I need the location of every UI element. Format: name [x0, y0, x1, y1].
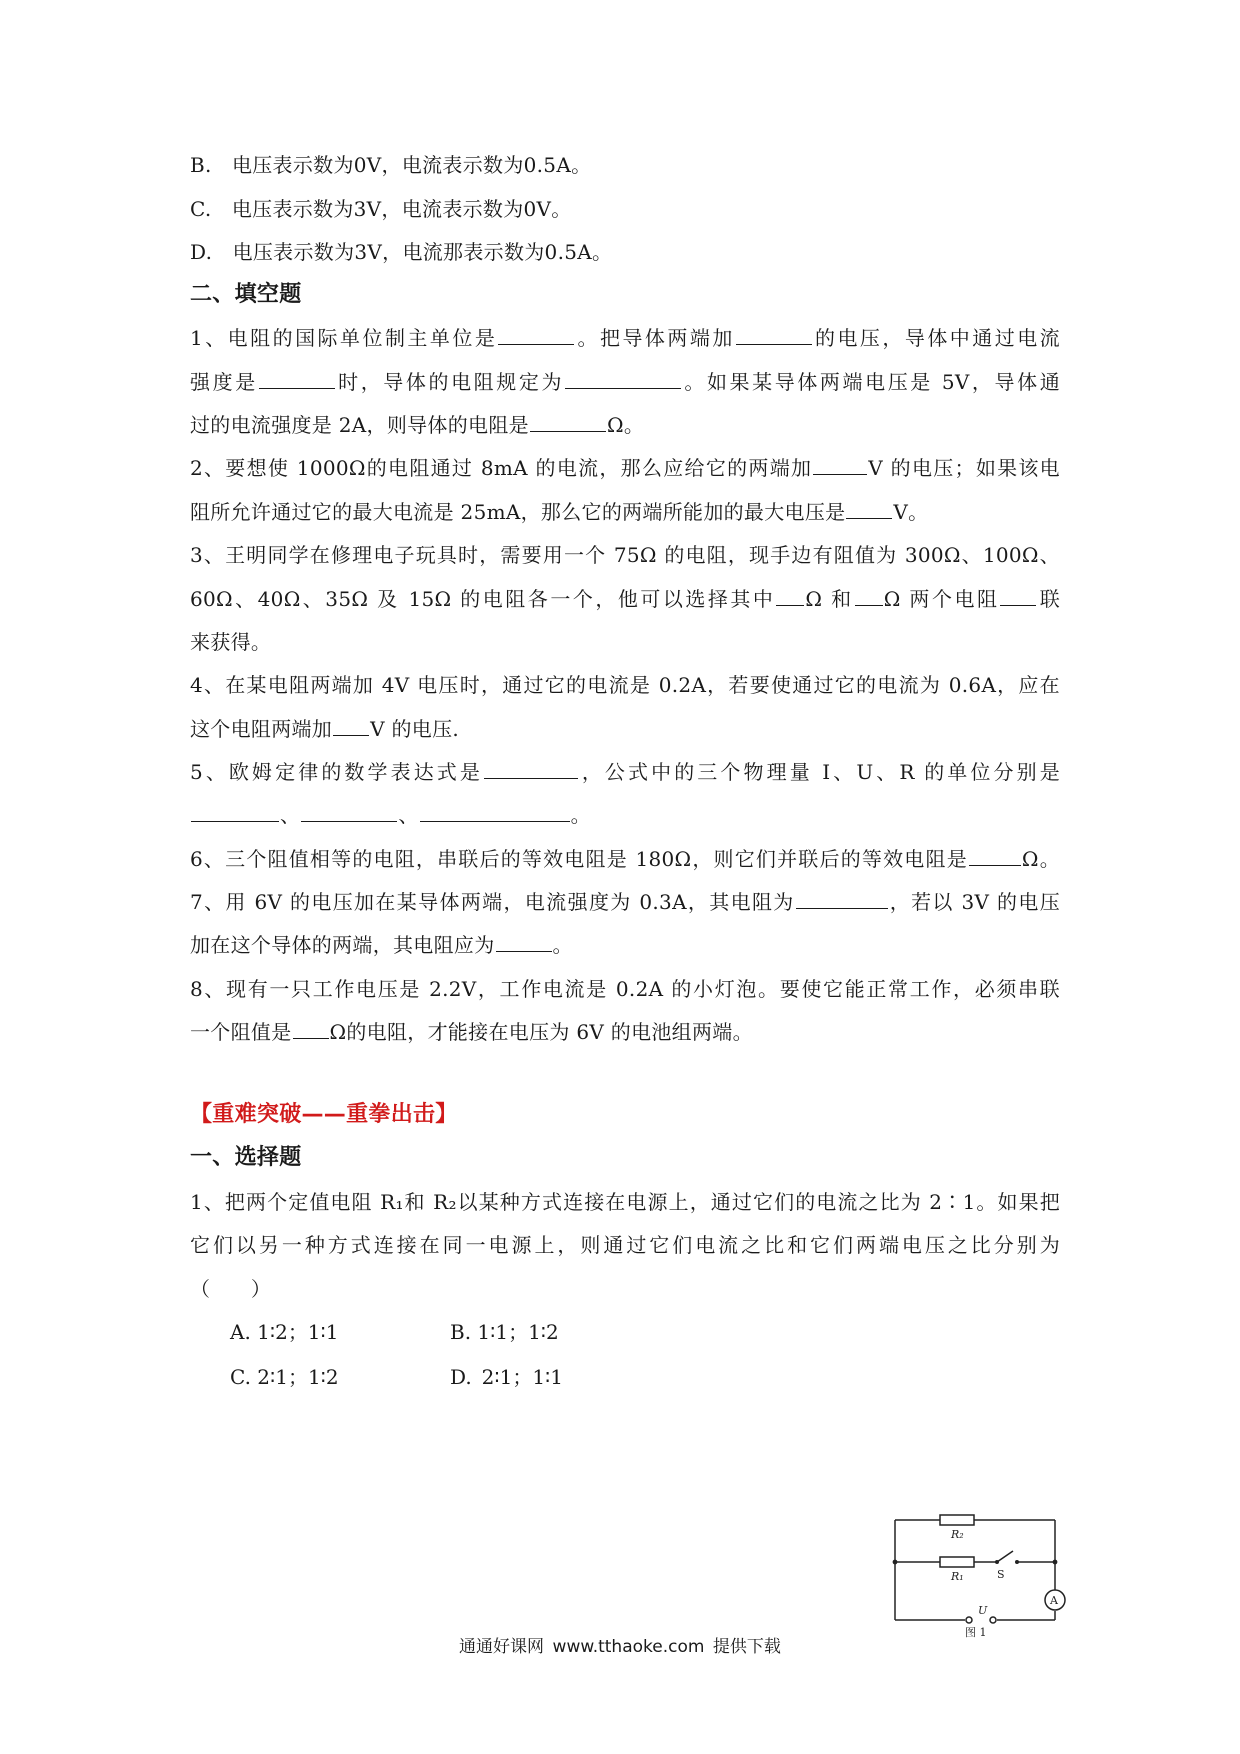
q4-blank-1[interactable] [333, 715, 369, 736]
q1-blank-4[interactable] [565, 368, 681, 389]
q1-blank-5[interactable] [530, 411, 606, 432]
q8-line1: 8、现有一只工作电压是 2.2V，工作电流是 0.2A 的小灯泡。要使它能正常工作，必须串联 [190, 977, 1060, 1001]
label-r2: R₂ [951, 1528, 964, 1541]
q6-blank-1[interactable] [969, 845, 1021, 866]
section-hard-heading: 【重难突破——重拳出击】 [190, 1102, 458, 1127]
q3-blank-2[interactable] [855, 585, 883, 606]
q8-line2: 一个阻值是 Ω的电阻，才能接在电压为 6V 的电池组两端。 [190, 1020, 753, 1044]
q5-blank-3[interactable] [301, 801, 397, 822]
q2-line1: 2、要想使 1000Ω的电阻通过 8mA 的电流，那么应给它的两端加 V 的电压；如果该电 [190, 456, 1060, 480]
c1-bracket: （ ） [190, 1277, 272, 1301]
q4-line1: 4、在某电阻两端加 4V 电压时，通过它的电流是 0.2A，若要使通过它的电流为 0.6A，应在 [190, 673, 1060, 697]
q3-blank-3[interactable] [1000, 585, 1036, 606]
option-c-top: C. 电压表示数为3V，电流表示数为0V。 [190, 197, 572, 221]
switch-s [997, 1551, 1013, 1562]
q1-blank-2[interactable] [736, 324, 812, 345]
q5-blank-1[interactable] [484, 758, 578, 779]
q4-line2: 这个电阻两端加 V 的电压. [190, 717, 460, 741]
label-switch: S [997, 1568, 1005, 1581]
c1-option-b[interactable]: B. 1∶1；1∶2 [450, 1320, 559, 1344]
label-r1: R₁ [951, 1570, 964, 1583]
q7-blank-2[interactable] [496, 931, 552, 952]
q3-line1: 3、王明同学在修理电子玩具时，需要用一个 75Ω 的电阻，现手边有阻值为 300Ω、100Ω、 [190, 543, 1060, 567]
c1-option-d[interactable]: D. 2∶1；1∶1 [450, 1365, 563, 1389]
c1-line2: 它们以另一种方式连接在同一电源上，则通过它们电流之比和它们两端电压之比分别为 [190, 1233, 1060, 1257]
resistor-r2 [940, 1515, 974, 1525]
q7-line2: 加在这个导体的两端，其电阻应为 。 [190, 933, 573, 957]
q2-blank-2[interactable] [846, 498, 892, 519]
q3-blank-1[interactable] [776, 585, 804, 606]
q5-line2: 、 、 。 [190, 800, 591, 830]
q1-blank-1[interactable] [498, 324, 574, 345]
q3-line3: 来获得。 [190, 630, 272, 654]
figure-caption: 图 1 [965, 1626, 987, 1638]
q1-blank-3[interactable] [259, 368, 335, 389]
q1-line2: 强度是 时，导体的电阻规定为 。如果某导体两端电压是 5V，导体通 [190, 370, 1060, 394]
label-ammeter: A [1050, 1594, 1058, 1607]
q5-blank-2[interactable] [191, 801, 279, 822]
q1-line1: 1、电阻的国际单位制主单位是 。把导体两端加 的电压，导体中通过电流 [190, 326, 1060, 350]
q5-blank-4[interactable] [420, 801, 570, 822]
c1-option-a[interactable]: A. 1∶2；1∶1 [230, 1320, 339, 1344]
option-d-top: D. 电压表示数为3V，电流那表示数为0.5A。 [190, 240, 613, 264]
q3-line2: 60Ω、40Ω、35Ω 及 15Ω 的电阻各一个，他可以选择其中 Ω 和 Ω 两个电阻 联 [190, 587, 1060, 611]
c1-option-c[interactable]: C. 2∶1；1∶2 [230, 1365, 339, 1389]
q6-line1: 6、三个阻值相等的电阻，串联后的等效电阻是 180Ω，则它们并联后的等效电阻是 Ω。 [190, 847, 1060, 871]
q2-blank-1[interactable] [813, 454, 867, 475]
q2-line2: 阻所允许通过它的最大电流是 25mA，那么它的两端所能加的最大电压是 V。 [190, 500, 929, 524]
option-b-top: B. 电压表示数为0V，电流表示数为0.5A。 [190, 153, 592, 177]
q7-blank-1[interactable] [796, 888, 888, 909]
q5-line1: 5、欧姆定律的数学表达式是 ，公式中的三个物理量 I、U、R 的单位分别是 [190, 760, 1061, 784]
page-footer: 通通好课网 www.tthaoke.com 提供下载 [459, 1637, 781, 1657]
resistor-r1 [940, 1557, 974, 1567]
circuit-diagram-figure [885, 1500, 1070, 1638]
q1-line3: 过的电流强度是 2A，则导体的电阻是 Ω。 [190, 413, 645, 437]
q7-line1: 7、用 6V 的电压加在某导体两端，电流强度为 0.3A，其电阻为 ，若以 3V 的电压 [190, 890, 1060, 914]
section-fill-blank-heading: 二、填空题 [190, 282, 302, 307]
c1-line1: 1、把两个定值电阻 R₁和 R₂以某种方式连接在电源上，通过它们的电流之比为 2∶1。如果把 [190, 1190, 1060, 1214]
q8-blank-1[interactable] [293, 1018, 329, 1039]
section-choice-heading: 一、选择题 [190, 1145, 302, 1170]
label-voltage: U [978, 1604, 988, 1617]
